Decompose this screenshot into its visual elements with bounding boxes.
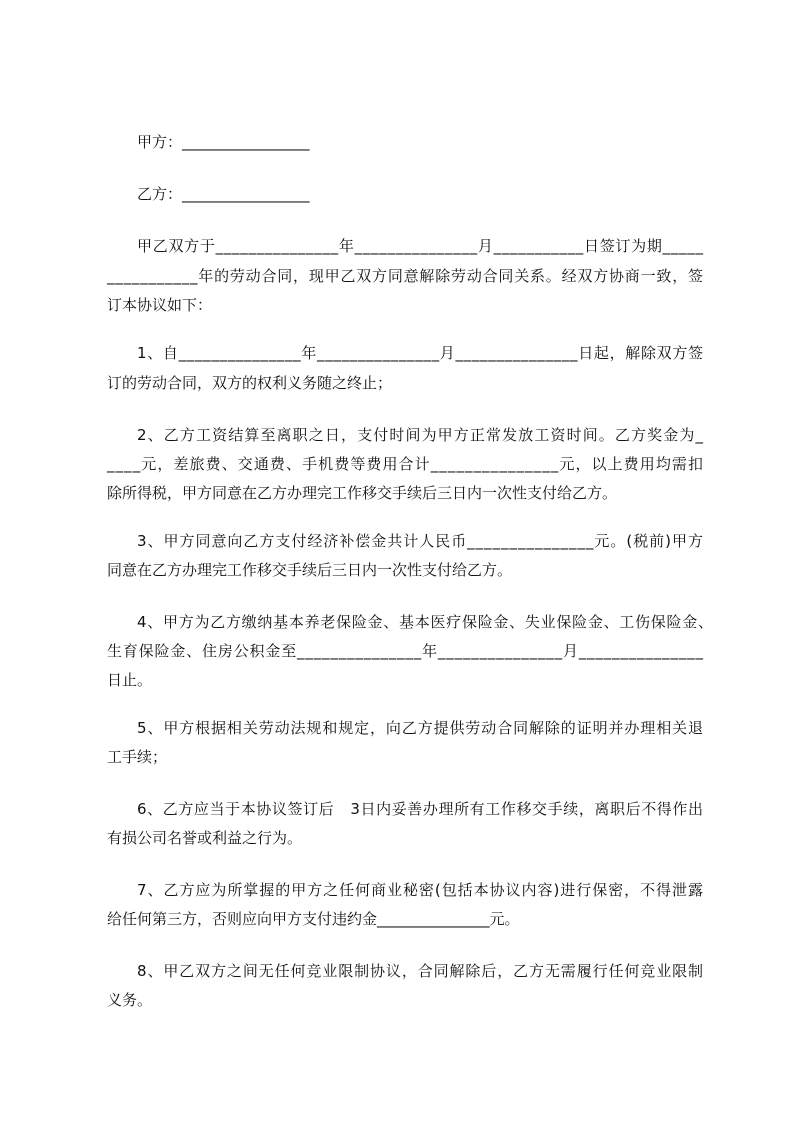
clause-line: 3、甲方同意向乙方支付经济补偿金共计人民币_______________元。(税前)甲方 (137, 532, 704, 550)
clause-line: 生育保险金、住房公积金至_______________年_______________月_______________ (107, 642, 704, 660)
clause-line: 同意在乙方办理完工作移交手续后三日内一次性支付给乙方。 (107, 561, 513, 579)
intro-line-2: ___________年的劳动合同，现甲乙双方同意解除劳动合同关系。经双方协商一致，签 (107, 267, 704, 285)
clause-line: ____元，差旅费、交通费、手机费等费用合计_______________元，以上费用均需扣 (107, 455, 705, 473)
clause-line: 工手续； (107, 748, 168, 766)
clause-line: 2、乙方工资结算至离职之日，支付时间为甲方正常发放工资时间。乙方奖金为_ (137, 426, 705, 444)
clause-line: 除所得税，甲方同意在乙方办理完工作移交手续后三日内一次性支付给乙方。 (107, 484, 618, 502)
clause-line: 6、乙方应当于本协议签订后 3日内妥善办理所有工作移交手续，离职后不得作出 (137, 800, 704, 818)
party-b-line: 乙方：_________________ (137, 185, 310, 203)
clause-line: 1、自_______________年_______________月_______________日起，解除双方签 (137, 344, 704, 362)
intro-line-1: 甲乙双方于_______________年_______________月___________日签订为期_____ (137, 237, 704, 255)
clause-line: 4、甲方为乙方缴纳基本养老保险金、基本医疗保险金、失业保险金、工伤保险金、 (137, 613, 714, 631)
clause-line: 有损公司名誉或利益之行为。 (107, 829, 303, 847)
party-a-line: 甲方：_________________ (137, 133, 310, 151)
clause-line: 给任何第三方，否则应向甲方支付违约金_______________元。 (107, 910, 520, 928)
clause-line: 5、甲方根据相关劳动法规和规定，向乙方提供劳动合同解除的证明并办理相关退 (137, 719, 704, 737)
clause-line: 义务。 (107, 991, 153, 1009)
intro-line-3: 订本协议如下： (107, 296, 213, 314)
clause-line: 7、乙方应为所掌握的甲方之任何商业秘密(包括本协议内容)进行保密，不得泄露 (137, 881, 704, 899)
clause-line: 订的劳动合同，双方的权利义务随之终止； (107, 374, 393, 392)
clause-line: 日止。 (107, 671, 153, 689)
clause-line: 8、甲乙双方之间无任何竞业限制协议，合同解除后，乙方无需履行任何竞业限制 (137, 962, 704, 980)
